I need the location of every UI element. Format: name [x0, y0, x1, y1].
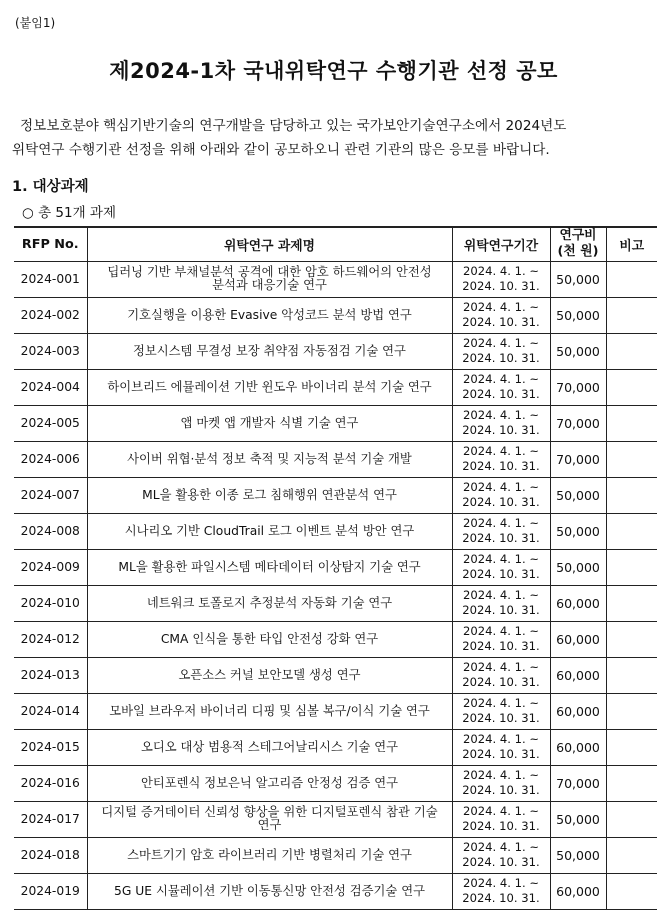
note-cell — [606, 693, 657, 729]
period-start: 2024. 4. 1. ~ — [462, 732, 540, 746]
project-name: 딥러닝 기반 부채널분석 공격에 대한 암호 하드웨어의 안전성 분석과 대응기술 연구 — [107, 265, 432, 292]
note-cell — [606, 297, 657, 333]
research-period — [452, 405, 550, 441]
project-name-cell — [87, 333, 452, 369]
research-period — [452, 801, 550, 837]
budget-value: 50,000 — [550, 801, 606, 837]
period-start: 2024. 4. 1. ~ — [462, 624, 540, 638]
period-start: 2024. 4. 1. ~ — [462, 264, 540, 278]
budget-value: 50,000 — [550, 333, 606, 369]
rfp-number: 2024-009 — [14, 549, 87, 585]
project-name: 모바일 브라우저 바이너리 디핑 및 심볼 복구/이식 기술 연구 — [109, 703, 430, 718]
note-cell — [606, 333, 657, 369]
project-name-cell — [87, 585, 452, 621]
period-start: 2024. 4. 1. ~ — [462, 300, 540, 314]
table-row — [14, 549, 657, 585]
period-start: 2024. 4. 1. ~ — [462, 876, 540, 890]
header-rfp: RFP No. — [14, 227, 87, 261]
project-name-cell — [87, 369, 452, 405]
rfp-number: 2024-003 — [14, 333, 87, 369]
project-table — [14, 226, 657, 910]
section-heading: 1. 대상과제 — [12, 179, 89, 195]
rfp-number: 2024-019 — [14, 873, 87, 909]
budget-value: 60,000 — [550, 873, 606, 909]
project-name: CMA 인식을 통한 타입 안전성 강화 연구 — [160, 631, 379, 646]
rfp-number: 2024-008 — [14, 513, 87, 549]
project-name-cell — [87, 693, 452, 729]
project-name: ML을 활용한 이종 로그 침해행위 연관분석 연구 — [142, 487, 397, 502]
table-row — [14, 441, 657, 477]
note-cell — [606, 621, 657, 657]
table-row — [14, 513, 657, 549]
note-cell — [606, 837, 657, 873]
period-start: 2024. 4. 1. ~ — [462, 480, 540, 494]
project-name: 기호실행을 이용한 Evasive 악성코드 분석 방법 연구 — [127, 307, 412, 322]
rfp-number: 2024-015 — [14, 729, 87, 765]
intro-line-2: 위탁연구 수행기관 선정을 위해 아래와 같이 공모하오니 관련 기관의 많은 응모를 바랍니다. — [12, 142, 550, 158]
project-name: ML을 활용한 파일시스템 메타데이터 이상탐지 기술 연구 — [118, 559, 421, 574]
research-period — [452, 369, 550, 405]
rfp-number: 2024-010 — [14, 585, 87, 621]
period-end: 2024. 10. 31. — [462, 603, 540, 617]
project-name: 사이버 위협·분석 정보 축적 및 지능적 분석 기술 개발 — [127, 451, 412, 466]
note-cell — [606, 801, 657, 837]
research-period — [452, 837, 550, 873]
research-period — [452, 873, 550, 909]
budget-value: 70,000 — [550, 405, 606, 441]
budget-value: 50,000 — [550, 513, 606, 549]
page-title: 제2024-1차 국내위탁연구 수행기관 선정 공모 — [109, 59, 558, 83]
budget-value: 50,000 — [550, 297, 606, 333]
period-start: 2024. 4. 1. ~ — [462, 552, 540, 566]
period-start: 2024. 4. 1. ~ — [462, 768, 540, 782]
header-budget-line1: 연구비 — [559, 228, 597, 244]
rfp-number: 2024-006 — [14, 441, 87, 477]
table-row — [14, 873, 657, 909]
project-name-cell — [87, 477, 452, 513]
project-name: 오픈소스 커널 보안모델 생성 연구 — [178, 667, 361, 682]
project-name-cell — [87, 405, 452, 441]
period-end: 2024. 10. 31. — [462, 495, 540, 509]
period-start: 2024. 4. 1. ~ — [462, 516, 540, 530]
period-start: 2024. 4. 1. ~ — [462, 408, 540, 422]
research-period — [452, 693, 550, 729]
project-name-cell — [87, 837, 452, 873]
project-name: 안티포렌식 정보은닉 알고리즘 안정성 검증 연구 — [140, 775, 399, 790]
project-name: 스마트기기 암호 라이브러리 기반 병렬처리 기술 연구 — [127, 847, 412, 862]
project-name: 앱 마켓 앱 개발자 식별 기술 연구 — [180, 415, 359, 430]
period-end: 2024. 10. 31. — [462, 639, 540, 653]
project-name-cell — [87, 657, 452, 693]
period-start: 2024. 4. 1. ~ — [462, 696, 540, 710]
rfp-number: 2024-016 — [14, 765, 87, 801]
rfp-number: 2024-002 — [14, 297, 87, 333]
research-period — [452, 441, 550, 477]
note-cell — [606, 657, 657, 693]
note-cell — [606, 585, 657, 621]
period-end: 2024. 10. 31. — [462, 531, 540, 545]
header-budget-line2: (천 원) — [557, 244, 599, 260]
note-cell — [606, 513, 657, 549]
project-name: 오디오 대상 범용적 스테그어날리시스 기술 연구 — [140, 739, 399, 754]
period-end: 2024. 10. 31. — [462, 783, 540, 797]
period-end: 2024. 10. 31. — [462, 855, 540, 869]
rfp-number: 2024-018 — [14, 837, 87, 873]
period-end: 2024. 10. 31. — [462, 351, 540, 365]
period-end: 2024. 10. 31. — [462, 387, 540, 401]
budget-value: 50,000 — [550, 837, 606, 873]
table-row — [14, 333, 657, 369]
budget-value: 50,000 — [550, 261, 606, 297]
table-row — [14, 693, 657, 729]
period-end: 2024. 10. 31. — [462, 747, 540, 761]
project-name-cell — [87, 513, 452, 549]
period-end: 2024. 10. 31. — [462, 315, 540, 329]
budget-value: 60,000 — [550, 585, 606, 621]
project-name: 디지털 증거데이터 신뢰성 향상을 위한 디지털포렌식 참관 기술 연구 — [101, 805, 438, 832]
header-name: 위탁연구 과제명 — [87, 227, 452, 261]
rfp-number: 2024-005 — [14, 405, 87, 441]
project-name: 시나리오 기반 CloudTrail 로그 이벤트 분석 방안 연구 — [124, 523, 415, 538]
note-cell — [606, 477, 657, 513]
table-row — [14, 837, 657, 873]
table-row — [14, 297, 657, 333]
period-start: 2024. 4. 1. ~ — [462, 840, 540, 854]
rfp-number: 2024-017 — [14, 801, 87, 837]
period-end: 2024. 10. 31. — [462, 675, 540, 689]
research-period — [452, 657, 550, 693]
research-period — [452, 513, 550, 549]
project-name-cell — [87, 873, 452, 909]
table-row — [14, 477, 657, 513]
period-start: 2024. 4. 1. ~ — [462, 804, 540, 818]
research-period — [452, 729, 550, 765]
table-row — [14, 765, 657, 801]
project-name-cell — [87, 261, 452, 297]
table-row — [14, 369, 657, 405]
project-name: 5G UE 시뮬레이션 기반 이동통신망 안전성 검증기술 연구 — [114, 883, 425, 898]
research-period — [452, 297, 550, 333]
rfp-number: 2024-014 — [14, 693, 87, 729]
project-name: 하이브리드 에뮬레이션 기반 윈도우 바이너리 분석 기술 연구 — [107, 379, 432, 394]
research-period — [452, 477, 550, 513]
intro-line-1: 정보보호분야 핵심기반기술의 연구개발을 담당하고 있는 국가보안기술연구소에서 2024년도 — [20, 118, 567, 134]
project-name-cell — [87, 297, 452, 333]
period-end: 2024. 10. 31. — [462, 819, 540, 833]
period-end: 2024. 10. 31. — [462, 891, 540, 905]
header-note: 비고 — [606, 227, 657, 261]
table-row — [14, 261, 657, 297]
note-cell — [606, 549, 657, 585]
budget-value: 60,000 — [550, 693, 606, 729]
project-name-cell — [87, 621, 452, 657]
rfp-number: 2024-001 — [14, 261, 87, 297]
project-name: 네트워크 토폴로지 추정분석 자동화 기술 연구 — [146, 595, 393, 610]
budget-value: 60,000 — [550, 729, 606, 765]
budget-value: 70,000 — [550, 765, 606, 801]
rfp-number: 2024-007 — [14, 477, 87, 513]
note-cell — [606, 441, 657, 477]
project-name-cell — [87, 765, 452, 801]
table-row — [14, 801, 657, 837]
table-row — [14, 585, 657, 621]
budget-value: 70,000 — [550, 441, 606, 477]
period-end: 2024. 10. 31. — [462, 279, 540, 293]
period-start: 2024. 4. 1. ~ — [462, 336, 540, 350]
budget-value: 60,000 — [550, 657, 606, 693]
header-budget — [550, 227, 606, 261]
research-period — [452, 765, 550, 801]
period-start: 2024. 4. 1. ~ — [462, 588, 540, 602]
attachment-label: (붙임1) — [15, 16, 56, 30]
budget-value: 60,000 — [550, 621, 606, 657]
intro-paragraph — [12, 114, 662, 162]
budget-value: 70,000 — [550, 369, 606, 405]
period-end: 2024. 10. 31. — [462, 711, 540, 725]
period-end: 2024. 10. 31. — [462, 567, 540, 581]
rfp-number: 2024-004 — [14, 369, 87, 405]
note-cell — [606, 405, 657, 441]
period-end: 2024. 10. 31. — [462, 423, 540, 437]
period-end: 2024. 10. 31. — [462, 459, 540, 473]
period-start: 2024. 4. 1. ~ — [462, 372, 540, 386]
budget-value: 50,000 — [550, 549, 606, 585]
budget-value: 50,000 — [550, 477, 606, 513]
research-period — [452, 585, 550, 621]
table-row — [14, 405, 657, 441]
research-period — [452, 333, 550, 369]
period-start: 2024. 4. 1. ~ — [462, 660, 540, 674]
period-start: 2024. 4. 1. ~ — [462, 444, 540, 458]
table-row — [14, 621, 657, 657]
research-period — [452, 549, 550, 585]
table-header-row — [14, 227, 657, 261]
project-name-cell — [87, 441, 452, 477]
research-period — [452, 621, 550, 657]
table-row — [14, 729, 657, 765]
note-cell — [606, 369, 657, 405]
note-cell — [606, 729, 657, 765]
project-name-cell — [87, 549, 452, 585]
note-cell — [606, 873, 657, 909]
project-name: 정보시스템 무결성 보장 취약점 자동점검 기술 연구 — [133, 343, 406, 358]
task-count-summary: ○ 총 51개 과제 — [22, 205, 116, 221]
header-period: 위탁연구기간 — [452, 227, 550, 261]
note-cell — [606, 765, 657, 801]
research-period — [452, 261, 550, 297]
rfp-number: 2024-013 — [14, 657, 87, 693]
note-cell — [606, 261, 657, 297]
project-name-cell — [87, 801, 452, 837]
rfp-number: 2024-012 — [14, 621, 87, 657]
project-name-cell — [87, 729, 452, 765]
table-row — [14, 657, 657, 693]
